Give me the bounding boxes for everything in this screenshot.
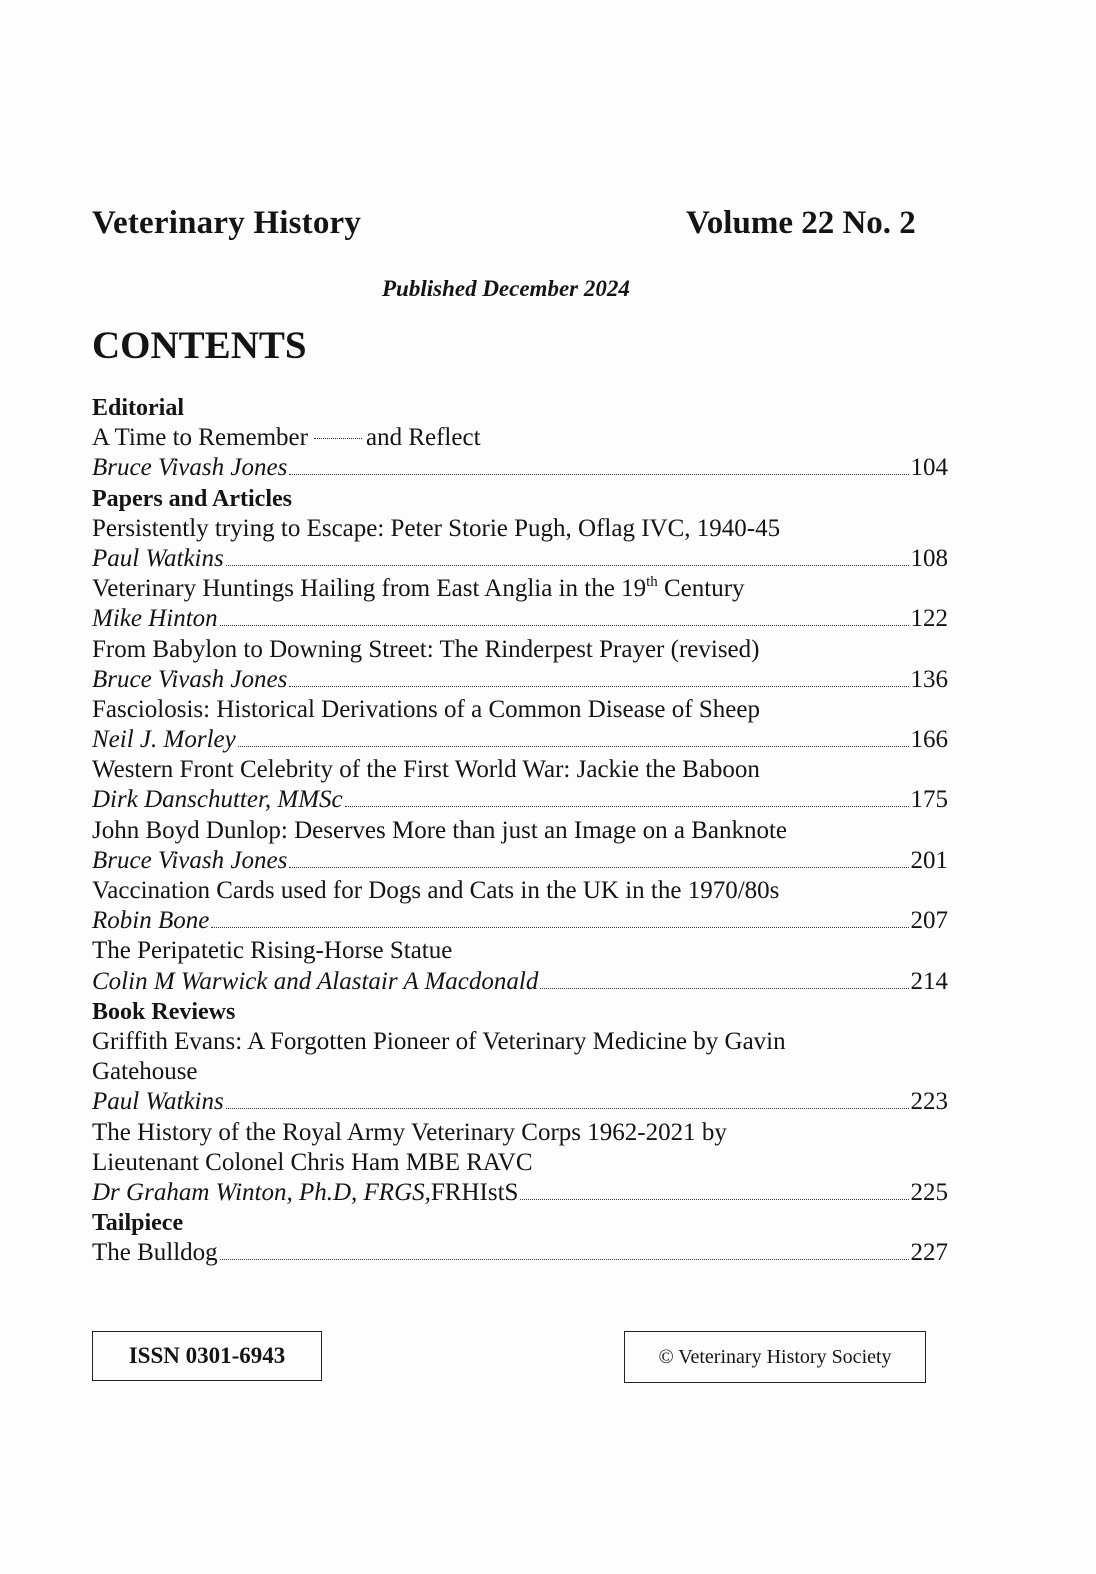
- dot-leader: [540, 987, 908, 989]
- entry-author: Paul Watkins: [92, 1088, 224, 1116]
- entry-page-number: 225: [910, 1178, 948, 1206]
- journal-title: Veterinary History: [92, 205, 362, 241]
- entry-author: Colin M Warwick and Alastair A Macdonald: [92, 967, 539, 995]
- table-of-contents: [92, 393, 948, 1268]
- dot-leader: [238, 745, 909, 747]
- entry-page-number: 108: [910, 544, 948, 572]
- toc-entry-author-line: [92, 725, 948, 755]
- entry-author: Bruce Vivash Jones: [92, 846, 288, 874]
- entry-title: The Bulldog: [92, 1239, 218, 1267]
- toc-entry-title: [92, 423, 948, 453]
- entry-author: Dirk Danschutter, MMSc: [92, 786, 343, 814]
- toc-entry-title: Vaccination Cards used for Dogs and Cats in the UK in the 1970/80s: [92, 877, 780, 904]
- dot-leader: [345, 805, 909, 807]
- copyright-box: [624, 1331, 926, 1383]
- toc-entry-author-line: [92, 544, 948, 574]
- entry-author: Bruce Vivash Jones: [92, 454, 288, 482]
- toc-entry-author-line: [92, 846, 948, 876]
- toc-entry-title: From Babylon to Downing Street: The Rinderpest Prayer (revised): [92, 635, 760, 663]
- dot-leader: [289, 866, 908, 868]
- toc-entry-author-line: [92, 906, 948, 936]
- entry-page-number: 227: [910, 1239, 948, 1267]
- toc-entry-title: [92, 574, 948, 604]
- entry-page-number: 175: [910, 786, 948, 814]
- toc-entry-title: The Peripatetic Rising-Horse Statue: [92, 937, 453, 965]
- section-heading-papers: Papers and Articles: [92, 485, 292, 512]
- toc-entry-author-line: [92, 453, 948, 483]
- toc-entry-author-line: [92, 1178, 948, 1208]
- toc-entry-tailpiece-line: [92, 1238, 948, 1268]
- dot-leader: [520, 1198, 908, 1200]
- entry-page-number: 223: [910, 1088, 948, 1116]
- toc-entry-title-continued: Lieutenant Colonel Chris Ham MBE RAVC: [92, 1148, 533, 1176]
- entry-page-number: 201: [910, 846, 948, 874]
- entry-title-part: Century: [657, 575, 745, 603]
- entry-author: Neil J. Morley: [92, 726, 236, 754]
- entry-author: Bruce Vivash Jones: [92, 665, 288, 693]
- entry-page-number: 122: [910, 605, 948, 633]
- volume-number: Volume 22 No. 2: [686, 205, 916, 241]
- entry-page-number: 104: [910, 454, 948, 482]
- copyright-text: © Veterinary History Society: [658, 1345, 892, 1368]
- toc-entry-title: Persistently trying to Escape: Peter Storie Pugh, Oflag IVC, 1940-45: [92, 514, 781, 542]
- toc-entry-title: The History of the Royal Army Veterinary Corps 1962-2021 by: [92, 1118, 727, 1146]
- toc-entry-title: John Boyd Dunlop: Deserves More than just an Image on a Banknote: [92, 816, 788, 844]
- toc-entry-title: Griffith Evans: A Forgotten Pioneer of Veterinary Medicine by Gavin: [92, 1027, 786, 1055]
- entry-page-number: 214: [910, 967, 948, 995]
- publication-date: Published December 2024: [382, 276, 630, 301]
- dot-leader: [314, 437, 362, 439]
- toc-entry-author-line: [92, 604, 948, 634]
- entry-title-part: and Reflect: [365, 424, 481, 452]
- section-heading-tailpiece: Tailpiece: [92, 1210, 184, 1237]
- entry-author: Robin Bone: [92, 907, 210, 935]
- ordinal-suffix: th: [646, 574, 658, 591]
- entry-page-number: 136: [910, 665, 948, 693]
- entry-author: Dr Graham Winton, Ph.D, FRGS,: [92, 1178, 431, 1206]
- dot-leader: [220, 1258, 909, 1260]
- dot-leader: [289, 685, 908, 687]
- dot-leader: [226, 564, 909, 566]
- toc-entry-title: Fasciolosis: Historical Derivations of a Common Disease of Sheep: [92, 695, 760, 723]
- section-heading-book-reviews: Book Reviews: [92, 998, 236, 1025]
- issn-box: [92, 1331, 322, 1381]
- section-heading-editorial: Editorial: [92, 395, 185, 421]
- toc-entry-author-line: [92, 665, 948, 695]
- entry-author: Paul Watkins: [92, 544, 224, 572]
- dot-leader: [211, 926, 908, 928]
- toc-entry-author-line: [92, 785, 948, 815]
- entry-page-number: 166: [910, 726, 948, 754]
- entry-page-number: 207: [910, 907, 948, 935]
- entry-title-part: Veterinary Huntings Hailing from East Anglia in the 19: [92, 575, 647, 603]
- toc-entry-author-line: [92, 1087, 948, 1117]
- dot-leader: [226, 1107, 909, 1109]
- toc-entry-title: Western Front Celebrity of the First World War: Jackie the Baboon: [92, 756, 760, 784]
- toc-entry-title-continued: Gatehouse: [92, 1058, 198, 1086]
- toc-entry-author-line: [92, 967, 948, 997]
- contents-heading: CONTENTS: [92, 324, 307, 367]
- entry-title-part: A Time to Remember: [92, 424, 308, 452]
- dot-leader: [220, 624, 909, 626]
- entry-author: Mike Hinton: [92, 605, 218, 633]
- issn-text: ISSN 0301-6943: [128, 1343, 286, 1368]
- entry-author-suffix: FRHIstS: [430, 1178, 519, 1206]
- dot-leader: [289, 473, 908, 475]
